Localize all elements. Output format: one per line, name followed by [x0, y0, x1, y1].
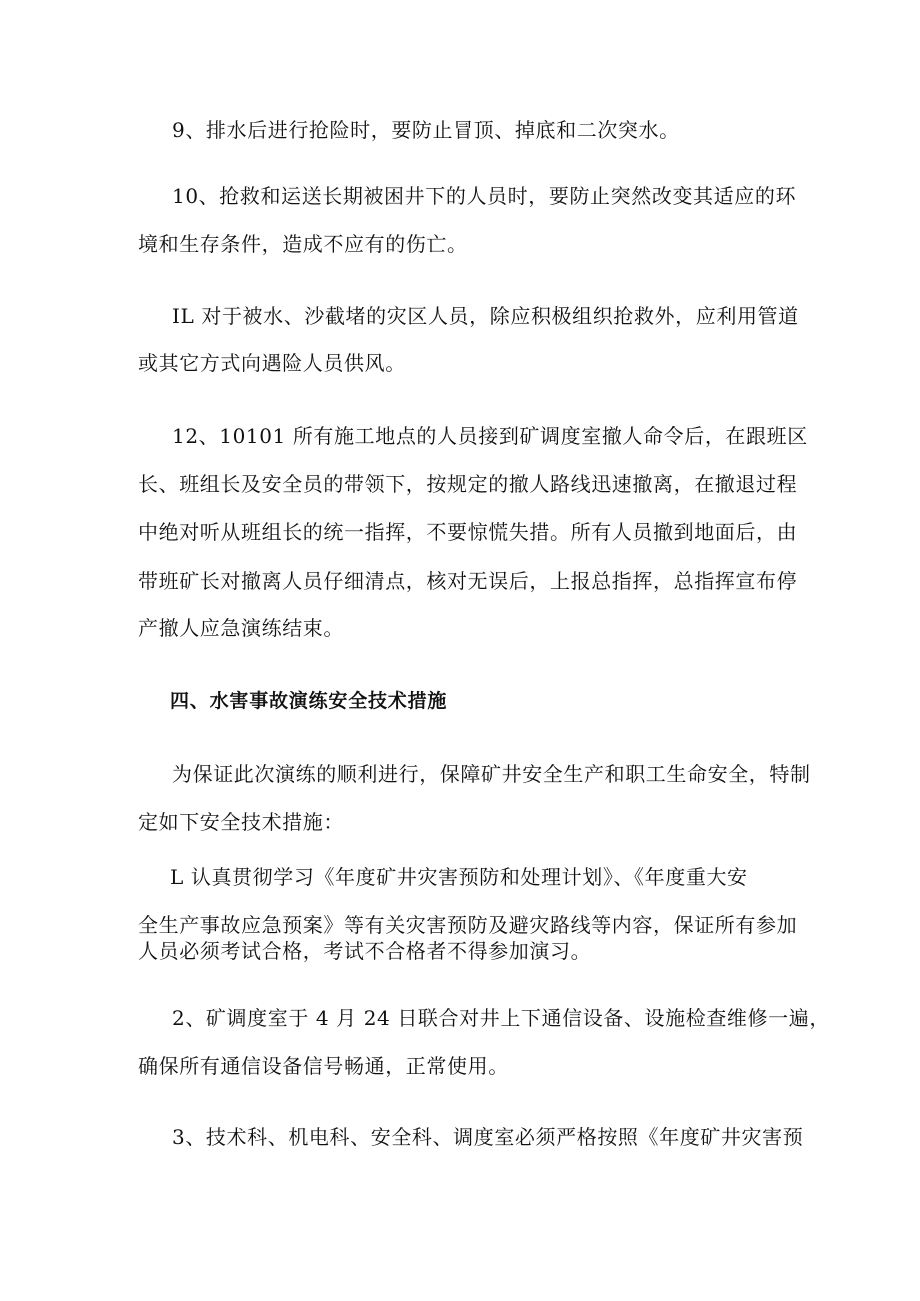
- item-1-line-2: 全生产事故应急预案》等有关灾害预防及避灾路线等内容，保证所有参加: [138, 913, 798, 937]
- item-1-line-3: 人员必须考试合格，考试不合格者不得参加演习。: [138, 939, 592, 963]
- paragraph-12-line-5: 产撤人应急演练结束。: [138, 616, 344, 640]
- paragraph-11-line-1: IL 对于被水、沙截堵的灾区人员，除应积极组织抢救外，应利用管道: [172, 304, 799, 328]
- item-2-line-1: 2、矿调度室于 4 月 24 日联合对井上下通信设备、设施检查维修一遍，: [172, 1006, 830, 1030]
- item-1-line-1: L 认真贯彻学习《年度矿井灾害预防和处理计划》、《年度重大安: [170, 865, 748, 889]
- item-2-line-2: 确保所有通信设备信号畅通，正常使用。: [138, 1054, 509, 1078]
- paragraph-12-line-1: 12、10101 所有施工地点的人员接到矿调度室撤人命令后，在跟班区: [172, 424, 808, 448]
- paragraph-10-line-1: 10、抢救和运送长期被困井下的人员时，要防止突然改变其适应的环: [172, 184, 797, 208]
- paragraph-11-line-2: 或其它方式向遇险人员供风。: [138, 351, 406, 375]
- paragraph-12-line-2: 长、班组长及安全员的带领下，按规定的撤人路线迅速撤离，在撤退过程: [138, 472, 798, 496]
- item-3-line-1: 3、技术科、机电科、安全科、调度室必须严格按照《年度矿井灾害预: [172, 1125, 804, 1149]
- paragraph-12-line-3: 中绝对听从班组长的统一指挥，不要惊慌失措。所有人员撤到地面后，由: [138, 520, 798, 544]
- paragraph-12-line-4: 带班矿长对撤离人员仔细清点，核对无误后，上报总指挥，总指挥宣布停: [138, 569, 798, 593]
- intro-line-1: 为保证此次演练的顺利进行，保障矿井安全生产和职工生命安全，特制: [172, 762, 811, 786]
- paragraph-10-line-2: 境和生存条件，造成不应有的伤亡。: [138, 232, 468, 256]
- paragraph-9-line-1: 9、排水后进行抢险时，要防止冒顶、掉底和二次突水。: [172, 118, 680, 142]
- section-4-heading: 四、水害事故演练安全技术措施: [170, 690, 448, 712]
- intro-line-2: 定如下安全技术措施：: [138, 810, 344, 834]
